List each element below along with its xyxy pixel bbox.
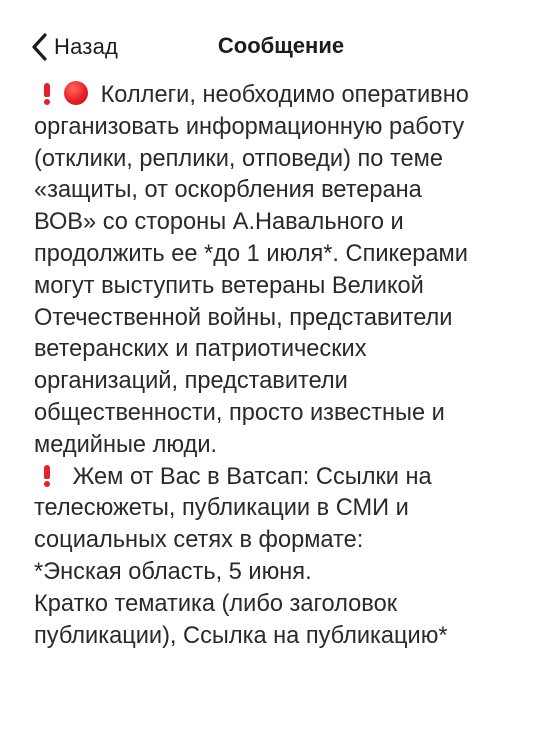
message-line: организовать информационную работу (34, 113, 465, 140)
message-line: продолжить ее *до 1 июля*. Спикерами (34, 240, 468, 267)
message-text-span: Жем от Вас в Ватсап: Ссылки на (72, 463, 432, 490)
red-circle-icon (64, 81, 88, 105)
message-line: общественности, просто известные и (34, 399, 445, 426)
message-line: «защиты, от оскорбления ветерана (34, 177, 422, 204)
message-line: Отечественной войны, представители (34, 304, 453, 331)
page-title: Сообщение (217, 33, 345, 58)
back-label: Назад (54, 34, 119, 59)
message-line (34, 462, 538, 494)
message-line: публикации), Ссылка на публикацию* (34, 622, 448, 649)
message-line: ветеранских и патриотических (34, 336, 367, 363)
message-line: телесюжеты, публикации в СМИ и (34, 495, 409, 522)
navigation-bar (0, 0, 558, 92)
message-text-span: Коллеги, необходимо оперативно (100, 82, 469, 108)
red-exclamation-mark-icon (42, 463, 52, 487)
message-line: организаций, представители (34, 368, 348, 395)
message-line: (отклики, реплики, отповеди) по теме (34, 145, 443, 172)
message-line: *Энская область, 5 июня. (34, 558, 312, 585)
message-line: могут выступить ветераны Великой (34, 272, 424, 299)
message-line (34, 80, 538, 112)
message-line: Кратко тематика (либо заголовок (34, 590, 398, 617)
message-text (34, 80, 538, 652)
red-exclamation-mark-icon (42, 81, 52, 105)
message-line: социальных сетях в формате: (34, 527, 364, 554)
message-line: ВОВ» со стороны А.Навального и (34, 209, 404, 236)
message-line: медийные люди. (34, 431, 218, 458)
